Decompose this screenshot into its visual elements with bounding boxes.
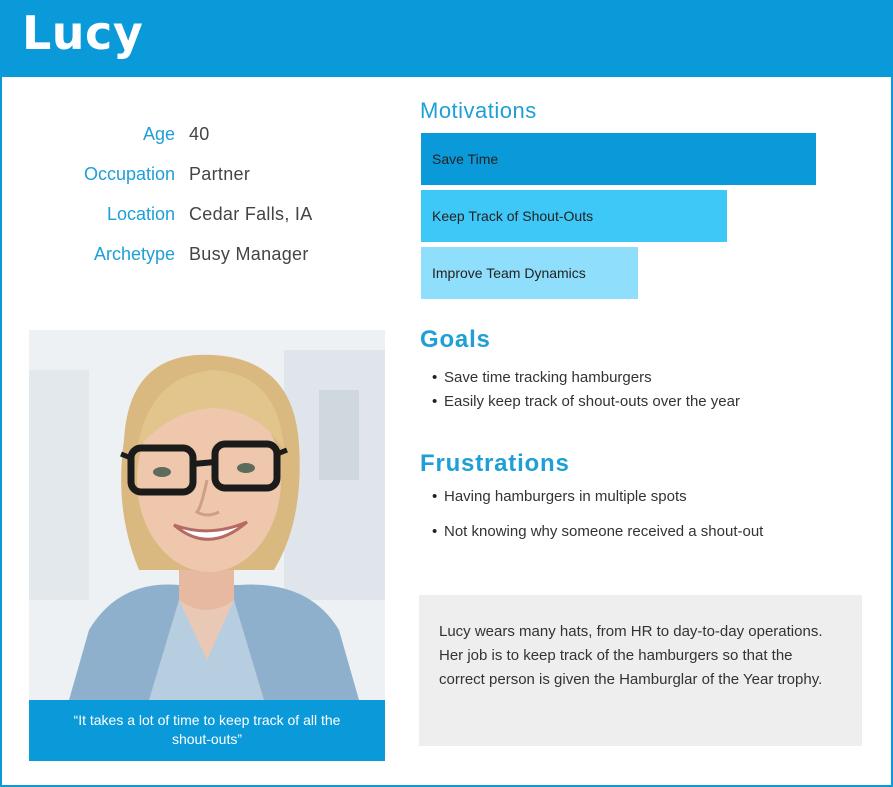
- detail-label: Archetype: [93, 244, 175, 264]
- goals-list: [432, 366, 740, 414]
- goals-title: Goals: [420, 326, 491, 353]
- detail-value: Partner: [189, 164, 251, 184]
- motivation-bar: [421, 247, 638, 299]
- list-item: • Not knowing why someone received a shout-out: [432, 523, 763, 540]
- motivation-bar: [421, 133, 816, 185]
- portrait-illustration: [29, 330, 385, 700]
- detail-row-location: [30, 200, 390, 240]
- detail-row-archetype: [30, 240, 390, 280]
- persona-name: Lucy: [22, 6, 144, 60]
- list-item: • Having hamburgers in multiple spots: [432, 488, 763, 505]
- list-item: • Save time tracking hamburgers: [432, 366, 740, 390]
- motivation-bar: [421, 190, 727, 242]
- persona-details: [30, 120, 390, 280]
- motivation-label: Save Time: [432, 151, 499, 167]
- detail-label: Location: [106, 204, 175, 224]
- frustrations-list: [432, 488, 763, 540]
- detail-value: Cedar Falls, IA: [189, 204, 313, 224]
- detail-value: Busy Manager: [189, 244, 309, 264]
- motivation-label: Keep Track of Shout-Outs: [432, 208, 594, 224]
- detail-label: Age: [142, 124, 175, 144]
- frustrations-title: Frustrations: [420, 450, 570, 477]
- persona-bio: Lucy wears many hats, from HR to day-to-day operations. Her job is to keep track of the hamburgers so that the correct person is given the Hamburglar of the Year trophy.: [419, 595, 862, 746]
- motivations-title: Motivations: [420, 98, 537, 123]
- persona-quote: “It takes a lot of time to keep track of all the shout-outs”: [29, 700, 385, 761]
- detail-row-occupation: [30, 160, 390, 200]
- list-item: • Easily keep track of shout-outs over the year: [432, 390, 740, 414]
- detail-value: 40: [189, 124, 210, 144]
- detail-row-age: [30, 120, 390, 160]
- header-banner: [0, 0, 893, 77]
- persona-photo: [29, 330, 385, 700]
- detail-label: Occupation: [83, 164, 175, 184]
- motivation-label: Improve Team Dynamics: [432, 265, 586, 281]
